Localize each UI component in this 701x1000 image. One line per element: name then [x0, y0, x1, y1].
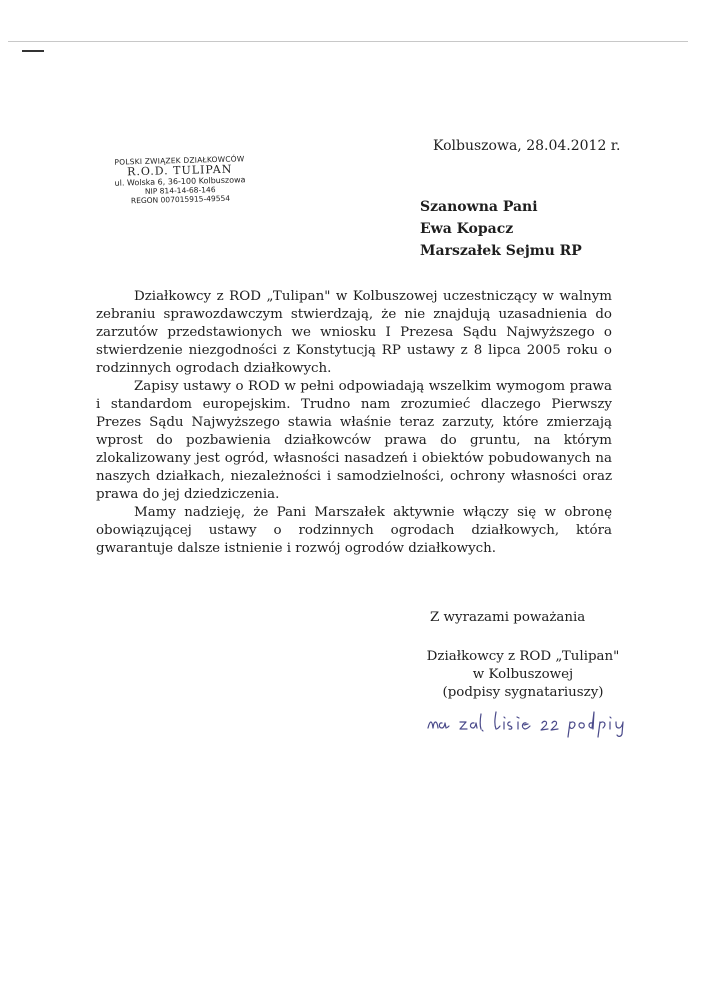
- recipient-title: Marszałek Sejmu RP: [420, 243, 582, 259]
- letter-date: Kolbuszowa, 28.04.2012 r.: [433, 138, 621, 154]
- letter-body: [96, 288, 612, 558]
- stamp-line-5: REGON 007015915-49554: [130, 193, 231, 206]
- signature-block: [410, 648, 636, 702]
- recipient-salutation: Szanowna Pani: [420, 199, 538, 215]
- stamp-line-1: POLSKI ZWIĄZEK DZIAŁKOWCÓW: [114, 154, 245, 167]
- handwritten-note: [424, 706, 644, 738]
- signature-line-3: (podpisy sygnatariuszy): [442, 685, 604, 700]
- handwriting-stroke: [568, 712, 623, 737]
- handwriting-stroke: [541, 721, 558, 730]
- body-paragraph: Zapisy ustawy o ROD w pełni odpowiadają wszelkim wymogom prawa i standardom europejskim. Trudno nam zrozumieć dlaczego Pierwszy Prezes Sądu Najwyższego stawia właśnie teraz zarzuty, które zmierzają wprost do pozbawienia działkowców prawa do gruntu, na którym zlokalizowany jest ogród, własności nasadzeń i obiektów pobudowanych na naszych działkach, niezależności i samodzielności, ochrony własności oraz prawa do jej dziedziczenia.: [96, 379, 612, 502]
- margin-mark: [22, 50, 44, 52]
- closing-phrase: Z wyrazami poważania: [430, 610, 586, 625]
- handwriting-stroke: [495, 712, 530, 729]
- stamp-line-2: R.O.D. TULIPAN: [126, 162, 233, 179]
- signature-line-2: w Kolbuszowej: [472, 667, 574, 682]
- handwriting-stroke: [460, 714, 483, 731]
- body-paragraph: Mamy nadzieję, że Pani Marszałek aktywnie włączy się w obronę obowiązującej ustawy o rodzinnych ogrodach działkowych, która gwarantuje dalsze istnienie i rozwój ogrodów działkowych.: [96, 505, 612, 556]
- organization-stamp: [89, 154, 270, 207]
- stamp-line-3: ul. Wolska 6, 36-100 Kolbuszowa: [114, 175, 246, 188]
- stamp-line-4: NIP 814-14-68-146: [144, 185, 216, 196]
- page-edge-line: [8, 41, 688, 42]
- handwriting-stroke: [428, 722, 449, 728]
- recipient-block: [420, 196, 582, 262]
- signature-line-1: Działkowcy z ROD „Tulipan": [426, 649, 620, 664]
- body-paragraph: Działkowcy z ROD „Tulipan" w Kolbuszowej uczestniczący w walnym zebraniu sprawozdawczym stwierdzają, że nie znajdują uzasadnienia do zarzutów przedstawionych we wniosku I Prezesa Sądu Najwyższego o stwierdzenie niezgodności z Konstytucją RP ustawy z 8 lipca 2005 roku o rodzinnych ogrodach działkowych.: [96, 289, 612, 376]
- recipient-name: Ewa Kopacz: [420, 221, 514, 237]
